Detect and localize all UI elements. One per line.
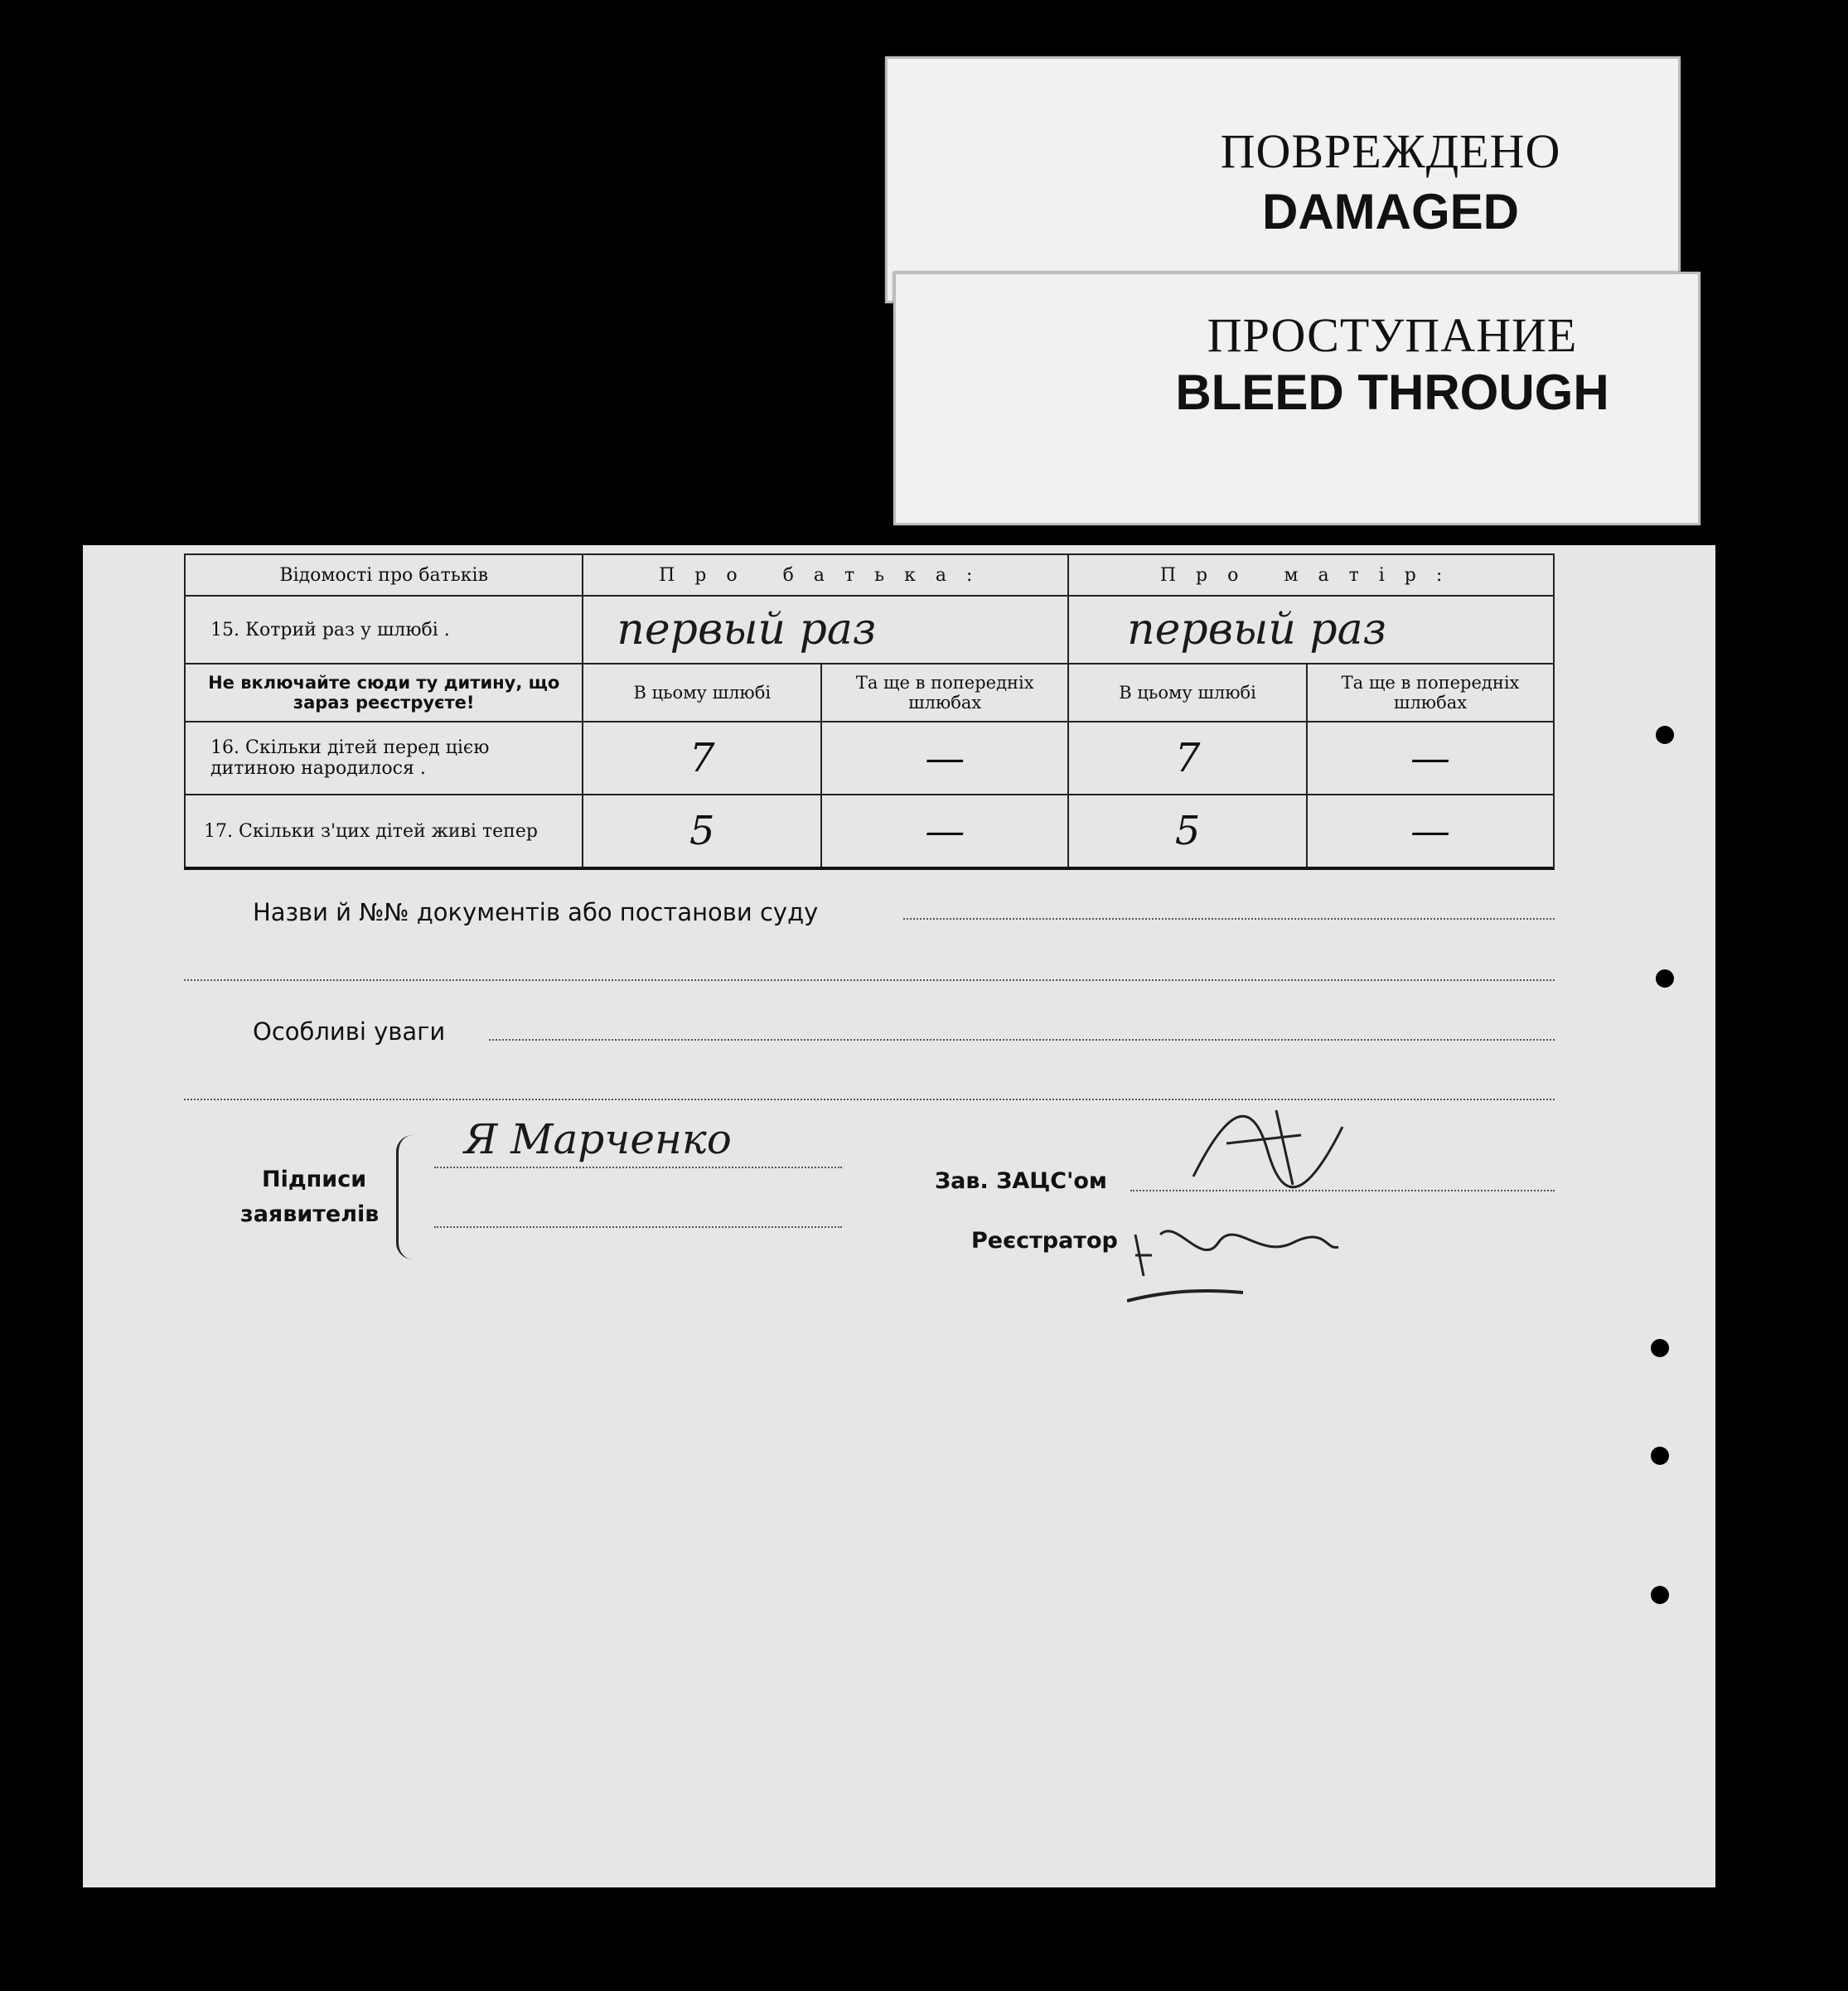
binding-hole: [1656, 726, 1674, 744]
signatures-brace: [396, 1135, 414, 1259]
bleed-label-en: BLEED THROUGH: [1175, 365, 1609, 420]
damaged-label-ru: ПОВРЕЖДЕНО: [1220, 124, 1561, 178]
row16-father-this: 7: [583, 722, 821, 795]
damaged-notice-card: [885, 56, 1681, 303]
binding-hole: [1651, 1447, 1669, 1465]
row16-mother-this: 7: [1068, 722, 1307, 795]
head-zags-label: Зав. ЗАЦС'ом: [935, 1168, 1107, 1194]
bleed-through-notice-card: [893, 272, 1700, 525]
documents-field-line: [903, 918, 1555, 920]
head-zags-signature: [1177, 1077, 1367, 1210]
row17-label: 17. Скільки з'цих дітей живі тепер: [185, 795, 583, 868]
binding-hole: [1651, 1586, 1669, 1604]
bleed-label-ru: ПРОСТУПАНИЕ: [1207, 308, 1578, 362]
row15-label: 15. Котрий раз у шлюбі .: [185, 596, 583, 664]
header-parents-info: Відомості про батьків: [185, 554, 583, 596]
damaged-label-en: DAMAGED: [1262, 184, 1519, 239]
remarks-label: Особливі уваги: [253, 1017, 446, 1046]
parents-info-table: [184, 553, 1555, 870]
row17-father-prev: —: [821, 795, 1068, 868]
applicant-signature-line-2: [434, 1226, 842, 1228]
exclude-child-note: Не включайте сюди ту дитину, що зараз реєструєте!: [185, 664, 583, 722]
row16-mother-prev: —: [1307, 722, 1554, 795]
registrar-signature: [1127, 1210, 1342, 1309]
row17-mother-this: 5: [1068, 795, 1307, 868]
remarks-field-line: [489, 1039, 1555, 1041]
subheader-father-this-marriage: В цьому шлюбі: [583, 664, 821, 722]
applicants-label: заявителів: [240, 1201, 380, 1227]
registrar-label: Реєстратор: [971, 1228, 1118, 1254]
row17-father-this: 5: [583, 795, 821, 868]
binding-hole: [1656, 969, 1674, 988]
subheader-mother-previous-marriages: Та ще в попередніх шлюбах: [1307, 664, 1554, 722]
header-mother: Про матір:: [1068, 554, 1554, 596]
applicant-signature: Я Марченко: [464, 1115, 732, 1163]
row16-label: 16. Скільки дітей перед цією дитиною народилося .: [185, 722, 583, 795]
documents-label: Назви й №№ документів або постанови суду: [253, 898, 819, 926]
binding-hole: [1651, 1339, 1669, 1357]
row15-father-value: первый раз: [583, 596, 1068, 664]
header-father: Про батька:: [583, 554, 1068, 596]
signatures-label: Підписи: [262, 1167, 367, 1192]
row16-father-prev: —: [821, 722, 1068, 795]
applicant-signature-line: [434, 1167, 842, 1168]
subheader-father-previous-marriages: Та ще в попередніх шлюбах: [821, 664, 1068, 722]
row17-mother-prev: —: [1307, 795, 1554, 868]
row15-mother-value: первый раз: [1068, 596, 1554, 664]
documents-field-line-2: [184, 979, 1555, 981]
subheader-mother-this-marriage: В цьому шлюбі: [1068, 664, 1307, 722]
